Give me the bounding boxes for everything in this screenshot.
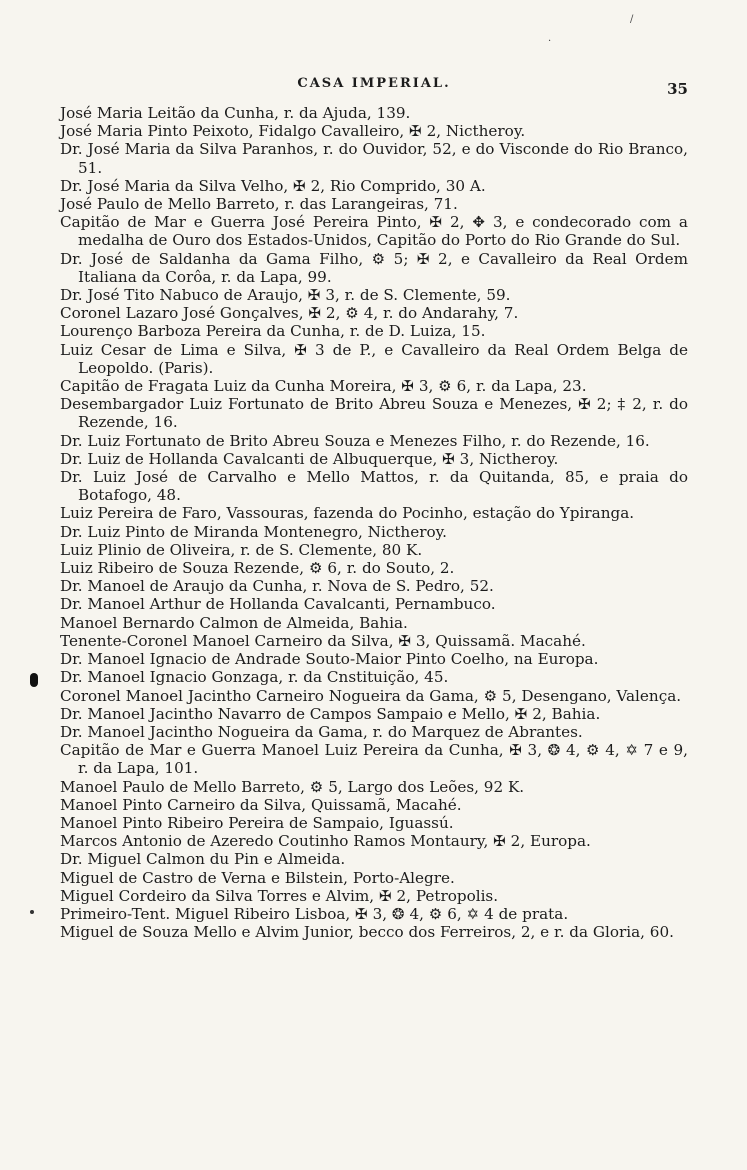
list-item: Dr. Manoel Jacintho Navarro de Campos Sampaio e Mello, ✠ 2, Bahia. xyxy=(60,704,601,723)
list-item: Miguel de Souza Mello e Alvim Junior, becco dos Ferreiros, 2, e r. da Gloria, 60. xyxy=(60,923,674,942)
list-item: Dr. Manoel Ignacio de Andrade Souto-Maior Pinto Coelho, na Europa. xyxy=(60,650,599,669)
list-item: Luiz Cesar de Lima e Silva, ✠ 3 de P., e Cavalleiro da Real Ordem Belga de Leopoldo. (Paris). xyxy=(60,340,688,377)
running-header xyxy=(60,76,688,100)
list-item: Coronel Lazaro José Gonçalves, ✠ 2, ⚙ 4, r. do Andarahy, 7. xyxy=(60,304,519,323)
list-item: Primeiro-Tent. Miguel Ribeiro Lisboa, ✠ 3, ❂ 4, ⚙ 6, ✡ 4 de prata. xyxy=(60,904,569,923)
list-item: Miguel Cordeiro da Silva Torres e Alvim, ✠ 2, Petropolis. xyxy=(60,886,499,905)
entry-list xyxy=(60,104,688,941)
list-item: Dr. Luiz Fortunato de Brito Abreu Souza e Menezes Filho, r. do Rezende, 16. xyxy=(60,431,650,450)
list-item: Desembargador Luiz Fortunato de Brito Abreu Souza e Menezes, ✠ 2; ‡ 2, r. do Rezende, 16. xyxy=(60,395,688,432)
list-item: Marcos Antonio de Azeredo Coutinho Ramos Montaury, ✠ 2, Europa. xyxy=(60,832,591,851)
list-item: Dr. Manoel Arthur de Hollanda Cavalcanti, Pernambuco. xyxy=(60,595,496,614)
list-item: Manoel Bernardo Calmon de Almeida, Bahia. xyxy=(60,613,408,632)
list-item: Coronel Manoel Jacintho Carneiro Nogueira da Gama, ⚙ 5, Desengano, Valença. xyxy=(60,686,682,705)
list-item: Capitão de Fragata Luiz da Cunha Moreira, ✠ 3, ⚙ 6, r. da Lapa, 23. xyxy=(60,377,587,396)
list-item: Luiz Pereira de Faro, Vassouras, fazenda do Pocinho, estação do Ypiranga. xyxy=(60,504,635,523)
list-item: José Paulo de Mello Barreto, r. das Larangeiras, 71. xyxy=(60,195,458,214)
list-item: Manoel Pinto Ribeiro Pereira de Sampaio, Iguassú. xyxy=(60,813,454,832)
ink-dot xyxy=(30,910,34,914)
list-item: Manoel Paulo de Mello Barreto, ⚙ 5, Largo dos Leões, 92 K. xyxy=(60,777,525,796)
list-item: José Maria Pinto Peixoto, Fidalgo Cavalleiro, ✠ 2, Nictheroy. xyxy=(60,122,526,141)
list-item: Lourenço Barboza Pereira da Cunha, r. de D. Luiza, 15. xyxy=(60,322,486,341)
list-item: Dr. José Maria da Silva Paranhos, r. do Ouvidor, 52, e do Visconde do Rio Branco, 51. xyxy=(60,140,688,177)
page-title: CASA IMPERIAL. xyxy=(297,76,451,91)
list-item: Luiz Plinio de Oliveira, r. de S. Clemente, 80 K. xyxy=(60,540,423,559)
list-item: Luiz Ribeiro de Souza Rezende, ⚙ 6, r. do Souto, 2. xyxy=(60,559,455,578)
ink-blot xyxy=(30,673,38,687)
list-item: Dr. Luiz Pinto de Miranda Montenegro, Nictheroy. xyxy=(60,522,447,541)
list-item: Tenente-Coronel Manoel Carneiro da Silva, ✠ 3, Quissamã. Macahé. xyxy=(60,631,586,650)
list-item: Dr. Manoel Jacintho Nogueira da Gama, r. do Marquez de Abrantes. xyxy=(60,722,583,741)
page-number: 35 xyxy=(667,80,688,98)
list-item: Dr. Luiz José de Carvalho e Mello Mattos, r. da Quitanda, 85, e praia do Botafogo, 48. xyxy=(60,468,688,505)
margin-mark: · xyxy=(548,36,552,47)
list-item: Dr. José de Saldanha da Gama Filho, ⚙ 5; ✠ 2, e Cavalleiro da Real Ordem Italiana da Corôa, r. da Lapa, 99. xyxy=(60,249,688,286)
list-item: Manoel Pinto Carneiro da Silva, Quissamã, Macahé. xyxy=(60,795,462,814)
list-item: Dr. José Tito Nabuco de Araujo, ✠ 3, r. de S. Clemente, 59. xyxy=(60,286,511,305)
list-item: Capitão de Mar e Guerra José Pereira Pinto, ✠ 2, ✥ 3, e condecorado com a medalha de Ouro dos Estados-Unidos, Capitão do Porto do Rio Grande do Sul. xyxy=(60,213,688,250)
list-item: Dr. Manoel Ignacio Gonzaga, r. da Cnstituição, 45. xyxy=(60,668,449,687)
list-item: José Maria Leitão da Cunha, r. da Ajuda, 139. xyxy=(60,104,411,122)
list-item: Dr. Miguel Calmon du Pin e Almeida. xyxy=(60,850,346,869)
list-item: Miguel de Castro de Verna e Bilstein, Porto-Alegre. xyxy=(60,868,455,887)
list-item: Dr. Luiz de Hollanda Cavalcanti de Albuquerque, ✠ 3, Nictheroy. xyxy=(60,449,559,468)
list-item: Capitão de Mar e Guerra Manoel Luiz Pereira da Cunha, ✠ 3, ❂ 4, ⚙ 4, ✡ 7 e 9, r. da Lapa, 101. xyxy=(60,741,688,778)
list-item: Dr. Manoel de Araujo da Cunha, r. Nova de S. Pedro, 52. xyxy=(60,577,494,596)
list-item: Dr. José Maria da Silva Velho, ✠ 2, Rio Comprido, 30 A. xyxy=(60,176,486,195)
margin-mark: / xyxy=(630,14,634,25)
